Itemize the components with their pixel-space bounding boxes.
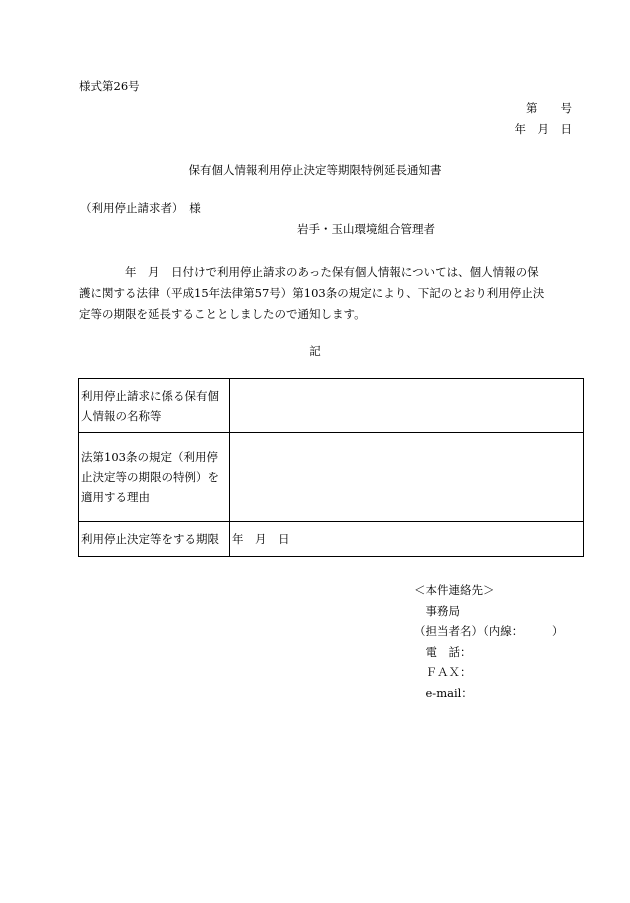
ki-heading: 記	[309, 344, 321, 358]
contact-phone: 電 話：	[414, 644, 472, 659]
contact-email: e-mail：	[414, 685, 473, 700]
body-text	[79, 262, 579, 325]
contact-block	[414, 580, 564, 703]
label-line: 適用する理由	[81, 490, 150, 504]
body-line: 年 月 日付けで利用停止請求のあった保有個人情報については、個人情報の保	[79, 265, 539, 279]
row-value	[230, 379, 584, 433]
addressee: （利用停止請求者） 様	[80, 201, 201, 215]
contact-person: （担当者名）（内線： ）	[414, 624, 564, 638]
deadline-date: 年 月 日	[230, 522, 584, 557]
contact-office: 事務局	[414, 603, 460, 618]
label-line: 利用停止請求に係る保有個	[81, 388, 219, 403]
body-line: 護に関する法律（平成15年法律第57号）第103条の規定により、下記のとおり利用停止決	[79, 286, 545, 300]
table-row	[79, 433, 584, 522]
info-table	[78, 378, 584, 557]
sender: 岩手・玉山環境組合管理者	[297, 222, 435, 236]
table-row	[79, 522, 584, 557]
document-title: 保有個人情報利用停止決定等期限特例延長通知書	[188, 163, 442, 177]
label-line: 人情報の名称等	[81, 408, 162, 423]
row-label	[79, 379, 230, 433]
row-value	[230, 433, 584, 522]
form-number: 様式第26号	[79, 79, 140, 93]
document-date: 年 月 日	[514, 122, 572, 136]
contact-heading: ＜本件連絡先＞	[414, 583, 495, 597]
document-number: 第 号	[526, 101, 572, 115]
row-label	[79, 433, 230, 522]
label-line: 法第103条の規定（利用停	[81, 450, 218, 464]
table-row	[79, 379, 584, 433]
row-label: 利用停止決定等をする期限	[79, 522, 230, 557]
contact-fax: ＦＡＸ：	[414, 665, 472, 679]
body-line: 定等の期限を延長することとしましたので通知します。	[79, 307, 366, 321]
label-line: 止決定等の期限の特例）を	[81, 470, 219, 484]
